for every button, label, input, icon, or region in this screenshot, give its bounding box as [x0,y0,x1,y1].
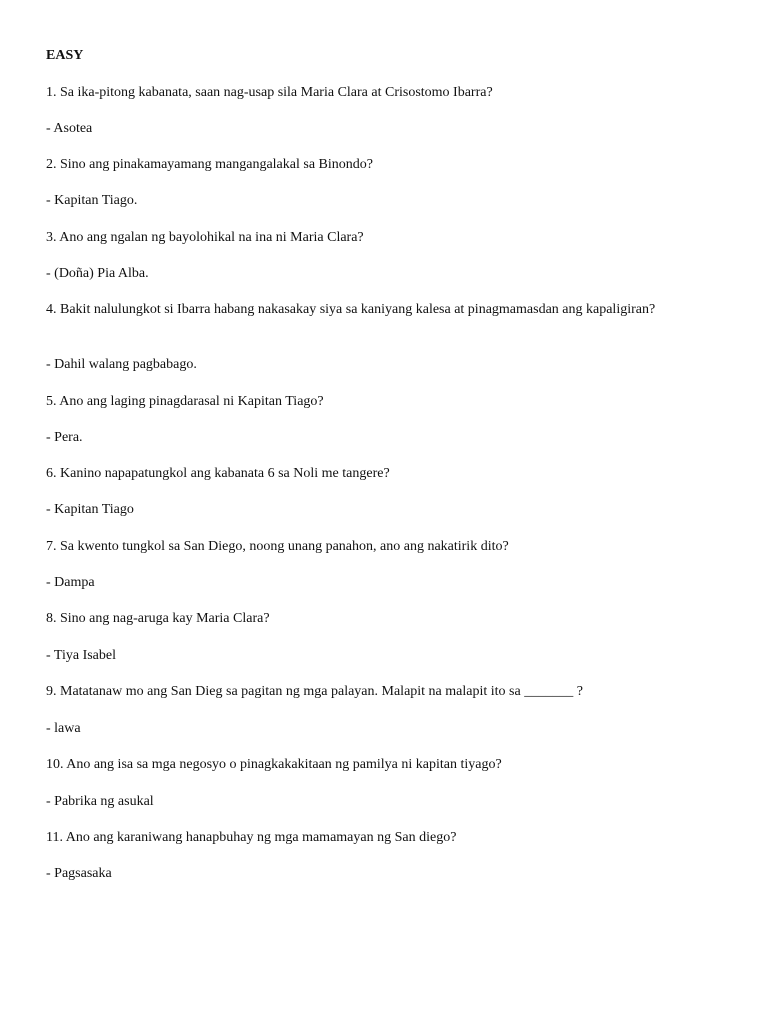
answer-5: - Pera. [46,430,83,445]
question-11: 11. Ano ang karaniwang hanapbuhay ng mga mamamayan ng San diego? [46,830,457,845]
answer-8: - Tiya Isabel [46,648,116,663]
answer-3: - (Doña) Pia Alba. [46,266,149,281]
question-2: 2. Sino ang pinakamayamang mangangalakal sa Binondo? [46,157,373,172]
page-heading: EASY [46,48,84,63]
question-4: 4. Bakit nalulungkot si Ibarra habang nakasakay siya sa kaniyang kalesa at pinagmamasdan ang kapaligiran? [46,302,656,317]
question-9: 9. Matatanaw mo ang San Dieg sa pagitan ng mga palayan. Malapit na malapit ito sa _______ ? [46,684,583,699]
answer-10: - Pabrika ng asukal [46,794,154,809]
answer-11: - Pagsasaka [46,866,112,881]
answer-2: - Kapitan Tiago. [46,193,138,208]
question-7: 7. Sa kwento tungkol sa San Diego, noong unang panahon, ano ang nakatirik dito? [46,539,509,554]
answer-7: - Dampa [46,575,95,590]
answer-6: - Kapitan Tiago [46,502,134,517]
question-8: 8. Sino ang nag-aruga kay Maria Clara? [46,611,270,626]
question-10: 10. Ano ang isa sa mga negosyo o pinagkakakitaan ng pamilya ni kapitan tiyago? [46,757,502,772]
answer-1: - Asotea [46,121,93,136]
answer-9: - lawa [46,721,81,736]
question-6: 6. Kanino napapatungkol ang kabanata 6 sa Noli me tangere? [46,466,390,481]
question-3: 3. Ano ang ngalan ng bayolohikal na ina ni Maria Clara? [46,230,364,245]
question-5: 5. Ano ang laging pinagdarasal ni Kapitan Tiago? [46,394,324,409]
answer-4: - Dahil walang pagbabago. [46,357,197,372]
question-1: 1. Sa ika-pitong kabanata, saan nag-usap sila Maria Clara at Crisostomo Ibarra? [46,85,493,100]
